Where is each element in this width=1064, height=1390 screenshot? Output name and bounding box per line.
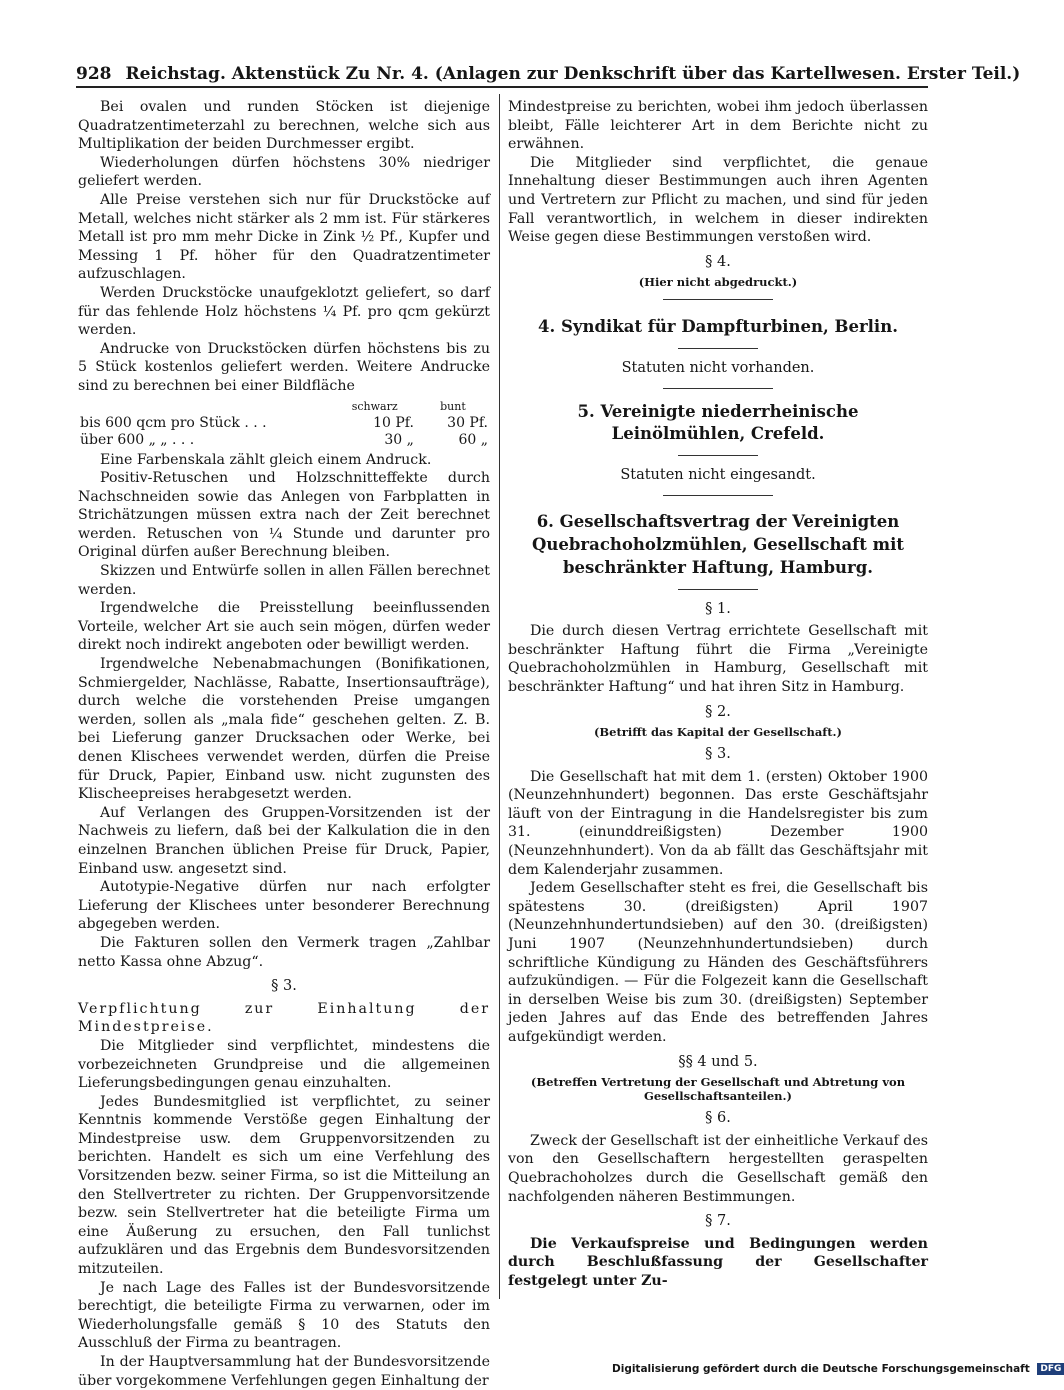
paragraph: Auf Verlangen des Gruppen-Vorsitzenden ist der Nachweis zu liefern, daß bei der Kalkulation die in den einzelnen Branchen üblichen Preise für Druck, Papier, Einband usw. angesetzt sind. [78,804,490,877]
digitization-credit [612,1363,1062,1377]
paragraph: Die Gesellschaft hat mit dem 1. (ersten) Oktober 1900 (Neunzehnhundert) begonnen. Das erste Geschäftsjahr läuft von der Eintragung in die Handelsregister bis zum 31. (einunddreißigsten) Dezember 1900 (Neunzehnhundert). Von da ab fällt das Geschäftsjahr mit dem Kalenderjahr zusammen. [508,768,928,878]
paragraph: Die Mitglieder sind verpflichtet, die genaue Innehaltung dieser Bestimmungen auch ihren Agenten und Vertretern zur Pflicht zu machen, und sind für jeden Fall verantwortlich, in welchem in dieser indirekten Weise gegen diese Bestimmungen verstoßen wird. [508,154,928,246]
paragraph: In der Hauptversammlung hat der Bundesvorsitzende über vorgekommene Verfehlungen gegen Einhaltung der [78,1354,490,1389]
column-divider [499,94,500,1299]
paragraph: Wiederholungen dürfen höchstens 30% niedriger geliefert werden. [78,154,490,190]
page-number: 928 [76,64,112,84]
article-heading: 6. Gesellschaftsvertrag der Vereinigten Quebrachoholzmühlen, Gesellschaft mit beschränkter Haftung, Hamburg. [532,511,904,577]
paragraph: Bei ovalen und runden Stöcken ist diejenige Quadratzentimeterzahl zu berechnen, welche sich aus Multiplikation der beiden Durchmesser ergibt. [78,99,490,153]
price-row-color: 60 „ [458,431,488,448]
price-col-color-header: bunt [440,399,466,413]
price-row-label: bis 600 qcm pro Stück . . . [80,414,267,431]
paragraph: Die durch diesen Vertrag errichtete Gesellschaft mit beschränkter Haftung führt die Firma „Vereinigte Quebrachoholzmühlen in Hamburg, Gesellschaft mit beschränkter Haftung“ und hat ihren Sitz in Hamburg. [508,623,928,695]
section-note: (Betrifft das Kapital der Gesellschaft.) [593,725,842,740]
paragraph: Alle Preise verstehen sich nur für Druckstöcke auf Metall, welches nicht stärker als 2 mm ist. Für stärkeres Metall ist pro mm mehr Dicke in Zink ½ Pf., Kupfer und Messing 1 Pf. höher für den Quadratzentimeter aufzuschlagen. [78,191,490,283]
left-column [78,98,490,1390]
status-text: Statuten nicht eingesandt. [620,466,816,483]
divider [678,348,758,349]
section-heading: Verpflichtung zur Einhaltung der Mindestpreise. [78,1000,490,1036]
price-table [78,398,490,449]
section-sign: § 1. [705,600,731,617]
right-column [508,98,928,1291]
section-sign: § 7. [705,1213,731,1230]
paragraph: Jedem Gesellschafter steht es frei, die Gesellschaft bis spätestens 30. (dreißigsten) April 1907 (Neunzehnhundertundsieben) auf den 30. (dreißigsten) Juni 1907 (Neunzehnhundertundsieben) durch schriftliche Kündigung zu Händen des Geschäftsführers aufzukündigen. — Für die Folgezeit kann die Gesellschaft in derselben Weise bis zum 30. (dreißigsten) September jeden Jahres auf das Ende des betreffenden Jahres aufgekündigt werden. [508,880,928,1045]
price-row-color: 30 Pf. [447,414,488,431]
divider [678,589,758,590]
section-sign: § 6. [705,1110,731,1127]
divider [678,455,758,456]
price-row-black: 30 „ [384,431,414,448]
divider [663,299,773,300]
status-text: Statuten nicht vorhanden. [621,360,815,377]
paragraph: Die Mitglieder sind verpflichtet, mindestens die vorbezeichneten Grundpreise und die allgemeinen Lieferungsbedingungen genau einzuhalten. [78,1037,490,1092]
paragraph: Je nach Lage des Falles ist der Bundesvorsitzende berechtigt, die beteiligte Firma zu verwarnen, oder im Wiederholungsfalle gemäß § 10 des Statuts den Ausschluß der Firma zu beantragen. [78,1279,490,1352]
price-row [78,432,490,449]
section-sign: § 2. [705,703,731,720]
section-note: (Betreffen Vertretung der Gesellschaft und Abtretung von Gesellschaftsanteilen.) [530,1075,906,1104]
paragraph: Mindestpreise zu berichten, wobei ihm jedoch überlassen bleibt, Fälle leichterer Art in dem Berichte nicht zu erwähnen. [508,99,928,153]
price-row-black: 10 Pf. [373,414,414,431]
price-row-label: über 600 „ „ . . . [80,431,195,448]
paragraph: Positiv-Retuschen und Holzschnitteffekte durch Nachschneiden sowie das Anlegen von Farbplatten in Strichätzungen müssen extra nach der Zeit berechnet werden. Retuschen von ¼ Stunde und darunter pro Original dürfen außer Berechnung bleiben. [78,470,490,561]
section-sign: §§ 4 und 5. [678,1053,758,1070]
paragraph: Zweck der Gesellschaft ist der einheitliche Verkauf des von den Gesellschaftern hergestellten geraspelten Quebrachoholzes durch die Gesellschaft gemäß den nachfolgenden näheren Bestimmungen. [508,1132,928,1205]
price-col-black-header: schwarz [351,399,398,413]
running-title: Reichstag. Aktenstück Zu Nr. 4. (Anlagen zur Denkschrift über das Kartellwesen. Erster Teil.) [125,64,1021,84]
paragraph: Irgendwelche die Preisstellung beeinflussenden Vorteile, welcher Art sie auch sein mögen, dürfen weder direkt noch indirekt angeboten oder bewilligt werden. [78,600,490,654]
article-heading: 5. Vereinigte niederrheinische Leinölmühlen, Crefeld. [577,401,859,443]
section-sign: § 4. [705,253,731,270]
paragraph: Jedes Bundesmitglied ist verpflichtet, zu seiner Kenntnis kommende Verstöße gegen Einhaltung der Mindestpreise usw. dem Gruppenvorsitzenden zu berichten. Handelt es sich um eine Verfehlung des Vorsitzenden bezw. seiner Firma, so ist die Mitteilung an den Stellvertreter zu richten. Der Gruppenvorsitzende bezw. sein Stellvertreter hat die beteiligte Firma um eine Äußerung zu ersuchen, den Fall tunlichst aufzuklären und das Ergebnis dem Bundesvorsitzenden mitzuteilen. [78,1093,490,1278]
credit-text: Digitalisierung gefördert durch die Deutsche Forschungsgemeinschaft [612,1363,1030,1375]
paragraph: Werden Druckstöcke unaufgeklotzt geliefert, so darf für das fehlende Holz höchstens ¼ Pf. pro qcm gekürzt werden. [78,284,490,339]
paragraph: Andrucke von Druckstöcken dürfen höchstens bis zu 5 Stück kostenlos geliefert werden. Weitere Andrucke sind zu berechnen bei einer Bildfläche [78,340,490,394]
section-note: (Hier nicht abgedruckt.) [638,275,798,290]
article-heading: 4. Syndikat für Dampfturbinen, Berlin. [538,317,898,337]
dfg-logo-icon: DFG [1037,1363,1064,1375]
section-sign: § 3. [271,978,297,995]
paragraph: Irgendwelche Nebenabmachungen (Bonifikationen, Schmiergelder, Nachlässe, Rabatte, Insertionsaufträge), durch welche die vorstehenden Preise umgangen werden, sollen als „mala fide“ geschehen gelten. Z. B. bei Lieferung ganzer Drucksachen oder Werke, bei denen Klischees verwendet werden, dürfen die Preise für Druck, Papier, Einband usw. nicht zugunsten des Klischeepreises herabgesetzt werden. [78,656,490,803]
paragraph: Die Fakturen sollen den Vermerk tragen „Zahlbar netto Kassa ohne Abzug“. [78,934,490,970]
paragraph: Skizzen und Entwürfe sollen in allen Fällen berechnet werden. [78,563,490,598]
paragraph: Eine Farbenskala zählt gleich einem Andruck. [100,451,432,468]
divider [663,495,773,496]
paragraph: Die Verkaufspreise und Bedingungen werden durch Beschlußfassung der Gesellschafter festgelegt unter Zu- [508,1235,928,1289]
section-sign: § 3. [705,746,731,763]
price-row [78,415,490,432]
divider [663,388,773,389]
page-header [76,58,1021,88]
paragraph: Autotypie-Negative dürfen nur nach erfolgter Lieferung der Klischees unter besonderer Berechnung abgegeben werden. [78,879,490,933]
